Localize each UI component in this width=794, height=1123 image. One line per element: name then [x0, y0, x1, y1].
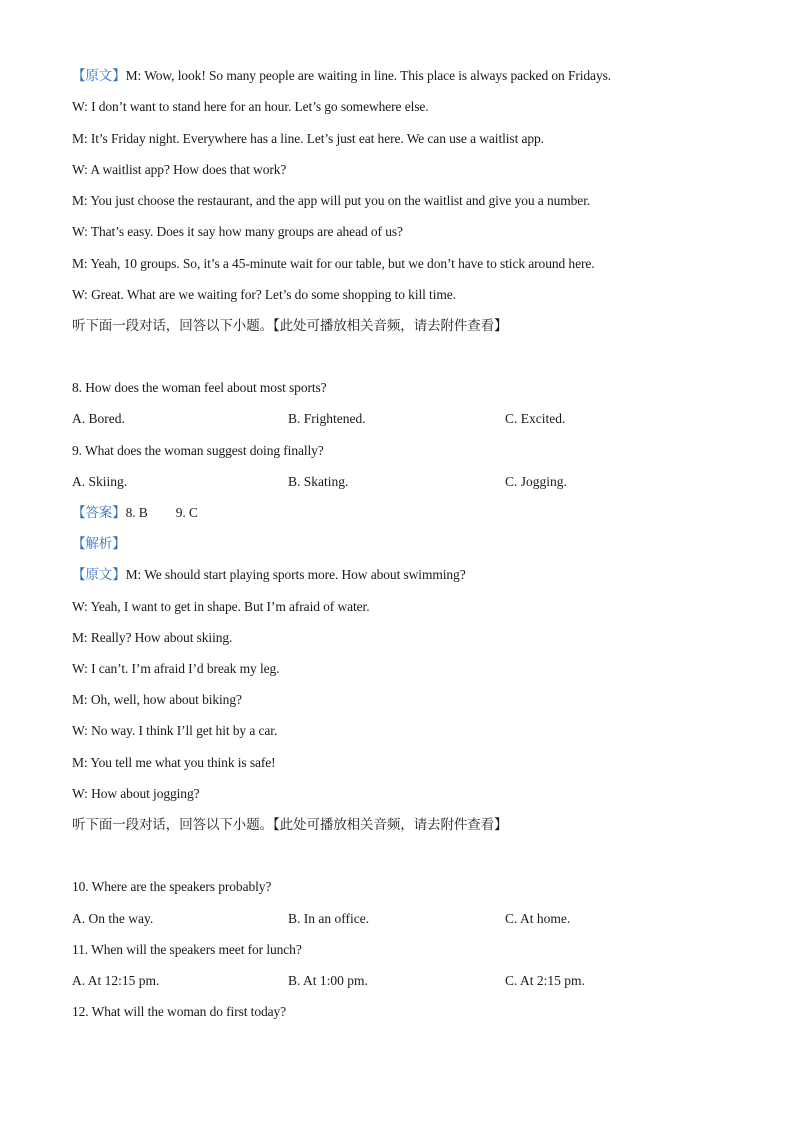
transcript2-line-6: W: No way. I think I’ll get hit by a car. [72, 723, 278, 738]
transcript2-line-1 [72, 566, 466, 584]
question-11: 11. When will the speakers meet for lunch? [72, 942, 302, 957]
original-text-label: 【原文】 [72, 68, 126, 83]
q11-option-b: B. At 1:00 pm. [288, 973, 368, 988]
transcript-line-4: W: A waitlist app? How does that work? [72, 162, 287, 177]
transcript2-line-5: M: Oh, well, how about biking? [72, 692, 242, 707]
question-10: 10. Where are the speakers probably? [72, 879, 272, 894]
q10-option-a: A. On the way. [72, 911, 154, 926]
transcript2-line-4: W: I can’t. I’m afraid I’d break my leg. [72, 661, 280, 676]
question-9: 9. What does the woman suggest doing finally? [72, 443, 324, 458]
q10-option-b: B. In an office. [288, 911, 370, 926]
q9-option-b: B. Skating. [288, 474, 349, 489]
dialogue-text: M: We should start playing sports more. How about swimming? [125, 567, 466, 582]
question-8: 8. How does the woman feel about most sports? [72, 380, 327, 395]
q11-option-a: A. At 12:15 pm. [72, 973, 160, 988]
transcript-line-8: W: Great. What are we waiting for? Let’s do some shopping to kill time. [72, 287, 456, 302]
original-text-label: 【原文】 [72, 567, 126, 582]
q11-option-c: C. At 2:15 pm. [505, 973, 585, 988]
transcript-line-5: M: You just choose the restaurant, and the app will put you on the waitlist and give you a number. [72, 193, 591, 208]
answer-9: 9. C [175, 505, 198, 520]
q8-option-c: C. Excited. [505, 411, 566, 426]
q9-option-c: C. Jogging. [505, 474, 567, 489]
answer-8: 8. B [125, 505, 148, 520]
transcript-line-6: W: That’s easy. Does it say how many groups are ahead of us? [72, 224, 403, 239]
q9-option-a: A. Skiing. [72, 474, 128, 489]
answer-line [72, 504, 198, 522]
transcript-line-1 [72, 67, 611, 85]
q10-option-c: C. At home. [505, 911, 571, 926]
q8-option-a: A. Bored. [72, 411, 125, 426]
dialogue-text: M: Wow, look! So many people are waiting in line. This place is always packed on Fridays. [125, 68, 612, 83]
analysis-label: 【解析】 [72, 536, 126, 551]
transcript2-line-2: W: Yeah, I want to get in shape. But I’m afraid of water. [72, 599, 370, 614]
transcript-line-7: M: Yeah, 10 groups. So, it’s a 45-minute wait for our table, but we don’t have to stick around here. [72, 256, 595, 271]
answer-label: 【答案】 [72, 505, 126, 520]
listening-instruction: 听下面一段对话，回答以下小题。【此处可播放相关音频，请去附件查看】 [72, 318, 508, 333]
question-12: 12. What will the woman do first today? [72, 1004, 287, 1019]
q8-option-b: B. Frightened. [288, 411, 366, 426]
transcript2-line-8: W: How about jogging? [72, 786, 200, 801]
transcript2-line-3: M: Really? How about skiing. [72, 630, 233, 645]
transcript-line-3: M: It’s Friday night. Everywhere has a line. Let’s just eat here. We can use a waitlist app. [72, 131, 544, 146]
transcript-line-2: W: I don’t want to stand here for an hour. Let’s go somewhere else. [72, 99, 429, 114]
transcript2-line-7: M: You tell me what you think is safe! [72, 755, 276, 770]
listening-instruction: 听下面一段对话，回答以下小题。【此处可播放相关音频，请去附件查看】 [72, 817, 508, 832]
